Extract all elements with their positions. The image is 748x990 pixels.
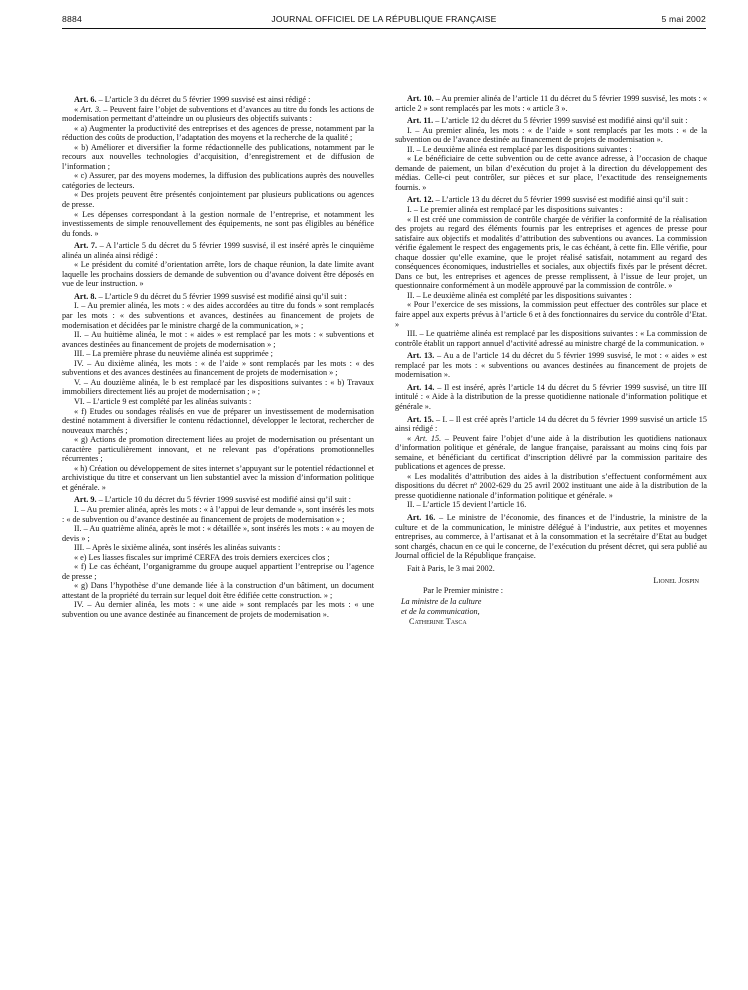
paragraph-text: « Les modalités d’attribution des aides à la distribution s’effectuent conformément aux dispositions du décret nº 2002-629 du 25 avril 2002 instituant une aide à la distribution de la presse quotidienne nationale d’information politique et générale. » <box>395 471 707 500</box>
paragraph <box>395 513 707 561</box>
article-number: Art. 13. <box>407 351 435 361</box>
paragraph <box>395 329 707 348</box>
article-number: Art. 10. <box>407 94 434 103</box>
paragraph-text: « c) Assurer, par des moyens modernes, la diffusion des publications auprès des nouvelles catégories de lecteurs. <box>62 171 374 190</box>
paragraph <box>395 351 707 380</box>
issue-date: 5 mai 2002 <box>661 14 706 24</box>
paragraph-text: II. – Le deuxième alinéa est complété par les dispositions suivantes : <box>407 290 632 300</box>
paragraph <box>62 349 374 359</box>
right-column <box>395 94 707 626</box>
paragraph-text: « Les dépenses correspondant à la gestion normale de l’entreprise, et notamment les investissements de simple renouvellement des équipements, ne sont pas éligibles au bénéfice du fonds. » <box>62 209 374 238</box>
paragraph-text: IV. – Au dernier alinéa, les mots : « une aide » sont remplacés par les mots : « une subvention ou une avance destinée au financement de projets de modernisation ». <box>62 600 374 619</box>
paragraph-text: « f) Etudes ou sondages réalisés en vue de préparer un investissement de modernisation destiné notamment à diversifier le contenu rédactionnel, développer le lectorat, rechercher de nouveaux marchés ; <box>62 406 374 435</box>
paragraph-text: « g) Actions de promotion directement liées au projet de modernisation ou présentant un caractère particulièrement innovant, et ne relevant pas d’opérations promotionnelles récurrentes ; <box>62 435 374 464</box>
paragraph-text: III. – Le quatrième alinéa est remplacé par les dispositions suivantes : « La commission de contrôle établit un rapport annuel d’activité adressé au ministre chargé de la communication. » <box>395 329 707 348</box>
paragraph <box>395 434 707 472</box>
paragraph-text: « h) Création ou développement de sites internet s’appuyant sur le potentiel rédactionnel et archivistique du titre et conservant un lien substantiel avec la mission d’information politique et générale. » <box>62 463 374 492</box>
paragraph-text: I. – Au premier alinéa, après les mots : « à l’appui de leur demande », sont insérés les mots : « de subvention ou d’avance destinée au financement de projets de modernisation » ; <box>62 504 374 524</box>
paragraph <box>62 464 374 493</box>
paragraph-text: I. – Au premier alinéa, les mots : « des aides accordées au titre du fonds » sont remplacés par les mots : « des subventions et avances, destinées au financement de projets de modernisation et décidées par le ministre chargé de la communication, » ; <box>62 301 374 330</box>
paragraph <box>62 241 374 260</box>
page-number: 8884 <box>62 14 82 24</box>
article-number: Art. 8. <box>74 291 97 301</box>
page-header <box>62 14 706 28</box>
article-number: Art. 14. <box>407 382 435 392</box>
paragraph <box>62 524 374 543</box>
paragraph-text: – Peuvent faire l’objet d’une aide à la distribution les quotidiens nationaux d’information politique et générale, de langue française, paraissant au moins cinq fois par semaine, et bénéficiant du certificat d’inscription délivré par la commission paritaire des publications et agences de presse. <box>395 433 707 472</box>
paragraph-text: – A l’article 5 du décret du 5 février 1999 susvisé, il est inséré après le cinquième alinéa un alinéa ainsi rédigé : <box>62 241 374 260</box>
right-column-body <box>395 94 707 561</box>
paragraph-text: – L’article 3 du décret du 5 février 1999 susvisé est ainsi rédigé : <box>96 95 311 104</box>
place-date: Fait à Paris, le 3 mai 2002. <box>407 563 495 573</box>
paragraph <box>62 260 374 289</box>
paragraph <box>62 397 374 407</box>
paragraph <box>62 95 374 105</box>
paragraph-text: « e) Les liasses fiscales sur imprimé CERFA des trois derniers exercices clos ; <box>74 552 330 562</box>
paragraph-text: – Au a de l’article 14 du décret du 5 février 1999 susvisé, le mot : « aides » est remplacé par les mots : « subventions ou avances destinées au financement de projets de modernisation ». <box>395 351 707 380</box>
paragraph-text: « Il est créé une commission de contrôle chargée de vérifier la conformité de la réalisation des projets au regard des éléments fournis par les entreprises et agences de presse pour satisfaire aux objectifs et modalités d’attribution des subventions ou avances. La commission vérifie également le respect des engagements pris, le cas échéant, à cette fin. Elle vérifie, pour chaque dossier qu’elle examine, que le projet réalisé satisfait, notamment au regard des conséquences économiques, industrielles et sociales, aux objectifs fixés par le présent décret. Dans ce but, les entreprises et agences de presse remplissent, à l’issue de leur projet, un questionnaire conformément à un modèle approuvé par la commission de contrôle. » <box>395 214 707 291</box>
paragraph <box>395 116 707 126</box>
paragraph <box>395 154 707 192</box>
paragraph <box>62 495 374 505</box>
paragraph <box>395 215 707 291</box>
paragraph <box>62 124 374 143</box>
paragraph-text: – L’article 10 du décret du 5 février 1999 susvisé est modifié ainsi qu’il suit : <box>96 495 351 505</box>
paragraph-text: I. – Le premier alinéa est remplacé par les dispositions suivantes : <box>407 205 623 215</box>
article-number: Art. 9. <box>74 495 97 505</box>
paragraph <box>62 543 374 553</box>
paragraph-text: « Des projets peuvent être présentés conjointement par plusieurs publications ou agences de presse. <box>62 190 374 210</box>
paragraph-text: V. – Au douzième alinéa, le b est remplacé par les dispositions suivantes : « b) Travaux immobiliers directement liés au projet de modernisation ; » ; <box>62 377 374 397</box>
paragraph-text: « Le bénéficiaire de cette subvention ou de cette avance adresse, à l’occasion de chaque demande de paiement, un bilan d’exécution du projet à la direction du développement des médias. Celle-ci peut contrôler, sur pièces et sur place, l’exactitude des renseignements fournis. » <box>395 154 707 192</box>
minister-name: Catherine Tasca <box>409 616 467 626</box>
paragraph-text: – Le ministre de l’économie, des finances et de l’industrie, la ministre de la culture et de la communication, le ministre délégué à l’industrie, aux petites et moyennes entreprises, au commerce, à l’artisanat et à la consommation et la secrétaire d’Etat au budget sont chargés, chacun en ce qui le concerne, de l’exécution du présent décret, qui sera publié au Journal officiel de la République française. <box>395 512 707 561</box>
byline: Par le Premier ministre : <box>423 585 504 595</box>
paragraph-text: « b) Améliorer et diversifier la forme rédactionnelle des publications, notamment par le recours aux nouvelles technologies d’acquisition, d’enregistrement et de diffusion de l’information ; <box>62 142 374 171</box>
paragraph-text: – I. – Il est créé après l’article 14 du décret du 5 février 1999 susvisé un article 15 ainsi rédigé : <box>395 414 707 434</box>
paragraph-text: – L’article 13 du décret du 5 février 1999 susvisé est modifié ainsi qu’il suit : <box>433 195 688 205</box>
paragraph-text: I. – Au premier alinéa, les mots : « de l’aide » sont remplacés par les mots : « de la subvention ou de l’avance destinée au financement de projets de modernisation ». <box>395 125 707 145</box>
paragraph-text: II. – Au huitième alinéa, le mot : « aides » est remplacé par les mots : « subventions et avances destinées au financement de projets de modernisation » ; <box>62 330 374 349</box>
paragraph <box>62 171 374 190</box>
paragraph-text: « Pour l’exercice de ses missions, la commission peut effectuer des contrôles sur place et faire appel aux experts prévus à l’article 6 et à des fonctionnaires du service du contrôle d’Etat. » <box>395 300 707 329</box>
paragraph-text: – Il est inséré, après l’article 14 du décret du 5 février 1999 susvisé, un titre III intitulé : « Aide à la distribution de la presse quotidienne nationale d’information politique et générale ». <box>395 382 707 411</box>
quote-open: « <box>407 433 415 443</box>
paragraph <box>395 415 707 434</box>
paragraph-text: – L’article 12 du décret du 5 février 1999 susvisé est modifié ainsi qu’il suit : <box>433 116 688 126</box>
paragraph-text: « a) Augmenter la productivité des entreprises et des agences de presse, notamment par la réduction des coûts de production, l’adaptation des moyens et la recherche de la qualité ; <box>62 123 374 143</box>
paragraph <box>62 292 374 302</box>
paragraph <box>62 553 374 563</box>
paragraph <box>395 500 707 510</box>
article-number: Art. 11. <box>407 116 434 126</box>
paragraph-text: « f) Le cas échéant, l’organigramme du groupe auquel appartient l’entreprise ou l’agence de presse ; <box>62 562 374 581</box>
paragraph-text: II. – Le deuxième alinéa est remplacé par les dispositions suivantes : <box>407 144 632 154</box>
article-number: Art. 7. <box>74 241 98 251</box>
paragraph <box>395 205 707 215</box>
paragraph-text: – Au premier alinéa de l’article 11 du décret du 5 février 1999 susvisé, les mots : « article 2 » sont remplacés par les mots : « article 3 ». <box>395 94 707 113</box>
paragraph <box>395 145 707 155</box>
left-column <box>62 92 374 620</box>
header-rule <box>62 28 706 29</box>
paragraph <box>62 600 374 619</box>
paragraph-text: II. – L’article 15 devient l’article 16. <box>407 500 527 510</box>
quoted-article-number: Art. 3. <box>80 104 102 114</box>
paragraph <box>395 291 707 301</box>
paragraph <box>62 301 374 330</box>
paragraph-text: II. – Au quatrième alinéa, après le mot : « détaillée », sont insérés les mots : « au moyen de devis » ; <box>62 524 374 543</box>
paragraph <box>395 300 707 329</box>
paragraph <box>62 407 374 436</box>
article-number: Art. 12. <box>407 195 434 205</box>
paragraph-text: III. – La première phrase du neuvième alinéa est supprimée ; <box>74 349 273 359</box>
paragraph <box>62 562 374 581</box>
paragraph <box>395 195 707 205</box>
paragraph <box>62 143 374 172</box>
paragraph-text: – L’article 9 du décret du 5 février 1999 susvisé est modifié ainsi qu’il suit : <box>96 291 347 301</box>
paragraph-text: VI. – L’article 9 est complété par les alinéas suivants : <box>74 396 252 406</box>
paragraph-text: III. – Après le sixième alinéa, sont insérés les alinéas suivants : <box>74 543 281 553</box>
paragraph <box>62 378 374 397</box>
paragraph-text: IV. – Au dixième alinéa, les mots : « de l’aide » sont remplacés par les mots : « des subventions et des avances destinées au financement de projets de modernisation » ; <box>62 358 374 378</box>
paragraph-text: « Le président du comité d’orientation arrête, lors de chaque réunion, la date limite avant laquelle les prochains dossiers de demande de subvention ou d’avance doivent être déposés en vue de leur instruction. » <box>62 260 374 289</box>
paragraph <box>62 105 374 124</box>
article-number: Art. 15. <box>407 414 434 424</box>
article-number: Art. 16. <box>407 512 436 522</box>
signatory: Lionel Jospin <box>653 576 699 586</box>
paragraph <box>62 581 374 600</box>
paragraph-text: « g) Dans l’hypothèse d’une demande liée à la construction d’un bâtiment, un document attestant de la propriété du terrain sur lequel doit être édifiée cette construction. » ; <box>62 581 374 600</box>
quote-open: « <box>74 104 81 114</box>
paragraph <box>395 383 707 412</box>
minister-title <box>395 597 707 616</box>
paragraph-text: – Peuvent faire l’objet de subventions et d’avances au titre du fonds les actions de modernisation permettant d’atteindre un ou plusieurs des objectifs suivants : <box>62 104 375 124</box>
paragraph <box>395 472 707 501</box>
article-number: Art. 6. <box>74 95 97 104</box>
minister-title-line-2: et de la communication, <box>401 606 480 616</box>
paragraph <box>62 330 374 349</box>
minister-title-line-1: La ministre de la culture <box>401 597 482 607</box>
paragraph <box>395 126 707 145</box>
paragraph <box>62 359 374 378</box>
paragraph <box>395 94 707 113</box>
paragraph <box>62 435 374 464</box>
paragraph <box>62 505 374 524</box>
paragraph <box>62 190 374 209</box>
journal-title: JOURNAL OFFICIEL DE LA RÉPUBLIQUE FRANÇAISE <box>271 14 497 24</box>
paragraph <box>62 210 374 239</box>
quoted-article-number: Art. 15. <box>414 433 442 443</box>
